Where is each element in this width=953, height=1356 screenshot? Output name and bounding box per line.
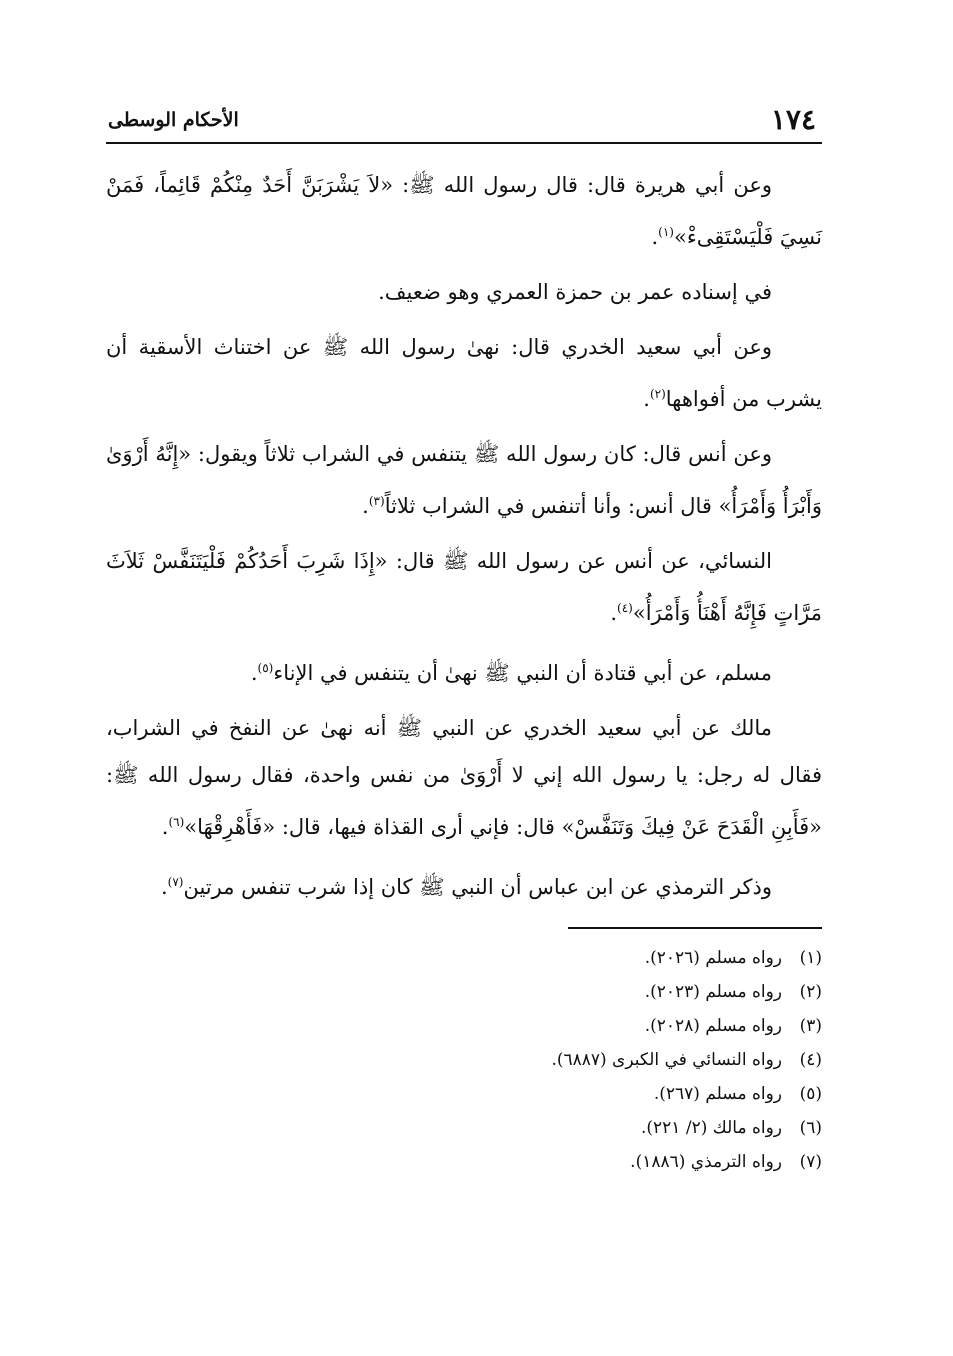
footnote-item [106, 1043, 822, 1077]
paragraph-text: وذكر الترمذي عن ابن عباس أن النبي ﷺ كان إذا شرب تنفس مرتين [183, 875, 772, 899]
footnote-number: (٢) [799, 982, 822, 1002]
footnote-ref: (٢) [649, 387, 666, 401]
footnote-ref: (٣) [368, 494, 385, 508]
paragraph [106, 538, 822, 637]
footnote-number: (٧) [799, 1152, 822, 1172]
paragraph [106, 162, 822, 261]
paragraph-end: . [250, 661, 258, 685]
footnote-text: رواه مسلم (٢٠٢٣). [644, 982, 782, 1002]
book-page [106, 96, 822, 1296]
paragraph [106, 859, 822, 911]
paragraph-text: النسائي، عن أنس عن رسول الله ﷺ قال: «إِذَا شَرِبَ أَحَدُكُمْ فَلْيَتَنَفَّسْ ثَلاَثَ مَرَّاتٍ فَإِنَّهُ أَهْنَأُ وَأَمْرَأُ» [106, 549, 822, 625]
paragraph-end: . [362, 494, 369, 518]
paragraph [106, 645, 822, 697]
paragraph-text: في إسناده عمر بن حمزة العمري وهو ضعيف. [378, 280, 772, 304]
footnote-item [106, 941, 822, 975]
paragraph-text: وعن أنس قال: كان رسول الله ﷺ يتنفس في الشراب ثلاثاً ويقول: «إِنَّهُ أَرْوَىٰ وَأَبْرَأُ وَأَمْرَأُ» قال أنس: وأنا أتنفس في الشراب ثلاثاً [106, 442, 822, 518]
paragraph [106, 705, 822, 851]
page-number: ١٧٤ [770, 103, 816, 136]
paragraph-text: وعن أبي هريرة قال: قال رسول الله ﷺ: «لاَ يَشْرَبَنَّ أَحَدٌ مِنْكُمْ قَائِماً، فَمَنْ نَسِيَ فَلْيَسْتَقِىءْ» [106, 173, 822, 249]
paragraph-end: . [161, 815, 169, 839]
footnote-number: (١) [799, 948, 822, 968]
paragraph [106, 324, 822, 423]
footnote-item [106, 1077, 822, 1111]
page-header [106, 96, 822, 144]
footnote-ref: (٥) [257, 661, 274, 675]
footnote-text: رواه النسائي في الكبرى (٦٨٨٧). [551, 1050, 782, 1070]
footnote-divider [568, 927, 822, 929]
footnote-number: (٤) [799, 1050, 822, 1070]
running-title: الأحكام الوسطى [108, 109, 239, 131]
footnote-number: (٦) [799, 1118, 822, 1138]
footnote-ref: (١) [658, 225, 674, 239]
paragraph-end: . [160, 875, 168, 899]
footnote-number: (٣) [799, 1016, 822, 1036]
paragraph-end: . [651, 225, 659, 249]
footnote-text: رواه مسلم (٢٠٢٨). [644, 1016, 782, 1036]
footnote-item [106, 1009, 822, 1043]
footnote-ref: (٤) [617, 601, 633, 615]
paragraph-text: وعن أبي سعيد الخدري قال: نهىٰ رسول الله ﷺ عن اختناث الأسقية أن يشرب من أفواهها [106, 335, 822, 411]
paragraph-end: . [610, 601, 618, 625]
footnote-number: (٥) [799, 1084, 822, 1104]
paragraph-text: مالك عن أبي سعيد الخدري عن النبي ﷺ أنه نهىٰ عن النفخ في الشراب، فقال له رجل: يا رسول الله إني لا أَرْوَىٰ من نفس واحدة، فقال رسول الله ﷺ: «فَأَبِنِ الْقَدَحَ عَنْ فِيكَ وَتَنَفَّسْ» قال: فإني أرى القذاة فيها، قال: «فَأَهْرِقْهَا» [106, 716, 822, 839]
footnote-item [106, 1145, 822, 1179]
footnote-text: رواه مسلم (٢٠٢٦). [644, 948, 782, 968]
footnote-text: رواه مالك (٢/ ٢٢١). [640, 1118, 782, 1138]
paragraph [106, 269, 822, 316]
footnotes [106, 927, 822, 1179]
footnote-item [106, 975, 822, 1009]
main-text [106, 162, 822, 911]
footnote-text: رواه مسلم (٢٦٧). [653, 1084, 782, 1104]
paragraph-text: مسلم، عن أبي قتادة أن النبي ﷺ نهىٰ أن يتنفس في الإناء [273, 661, 772, 685]
footnote-text: رواه الترمذي (١٨٨٦). [630, 1152, 782, 1172]
paragraph-end: . [643, 387, 650, 411]
footnote-ref: (٦) [168, 815, 185, 829]
footnote-ref: (٧) [167, 875, 184, 889]
paragraph [106, 431, 822, 530]
footnote-item [106, 1111, 822, 1145]
